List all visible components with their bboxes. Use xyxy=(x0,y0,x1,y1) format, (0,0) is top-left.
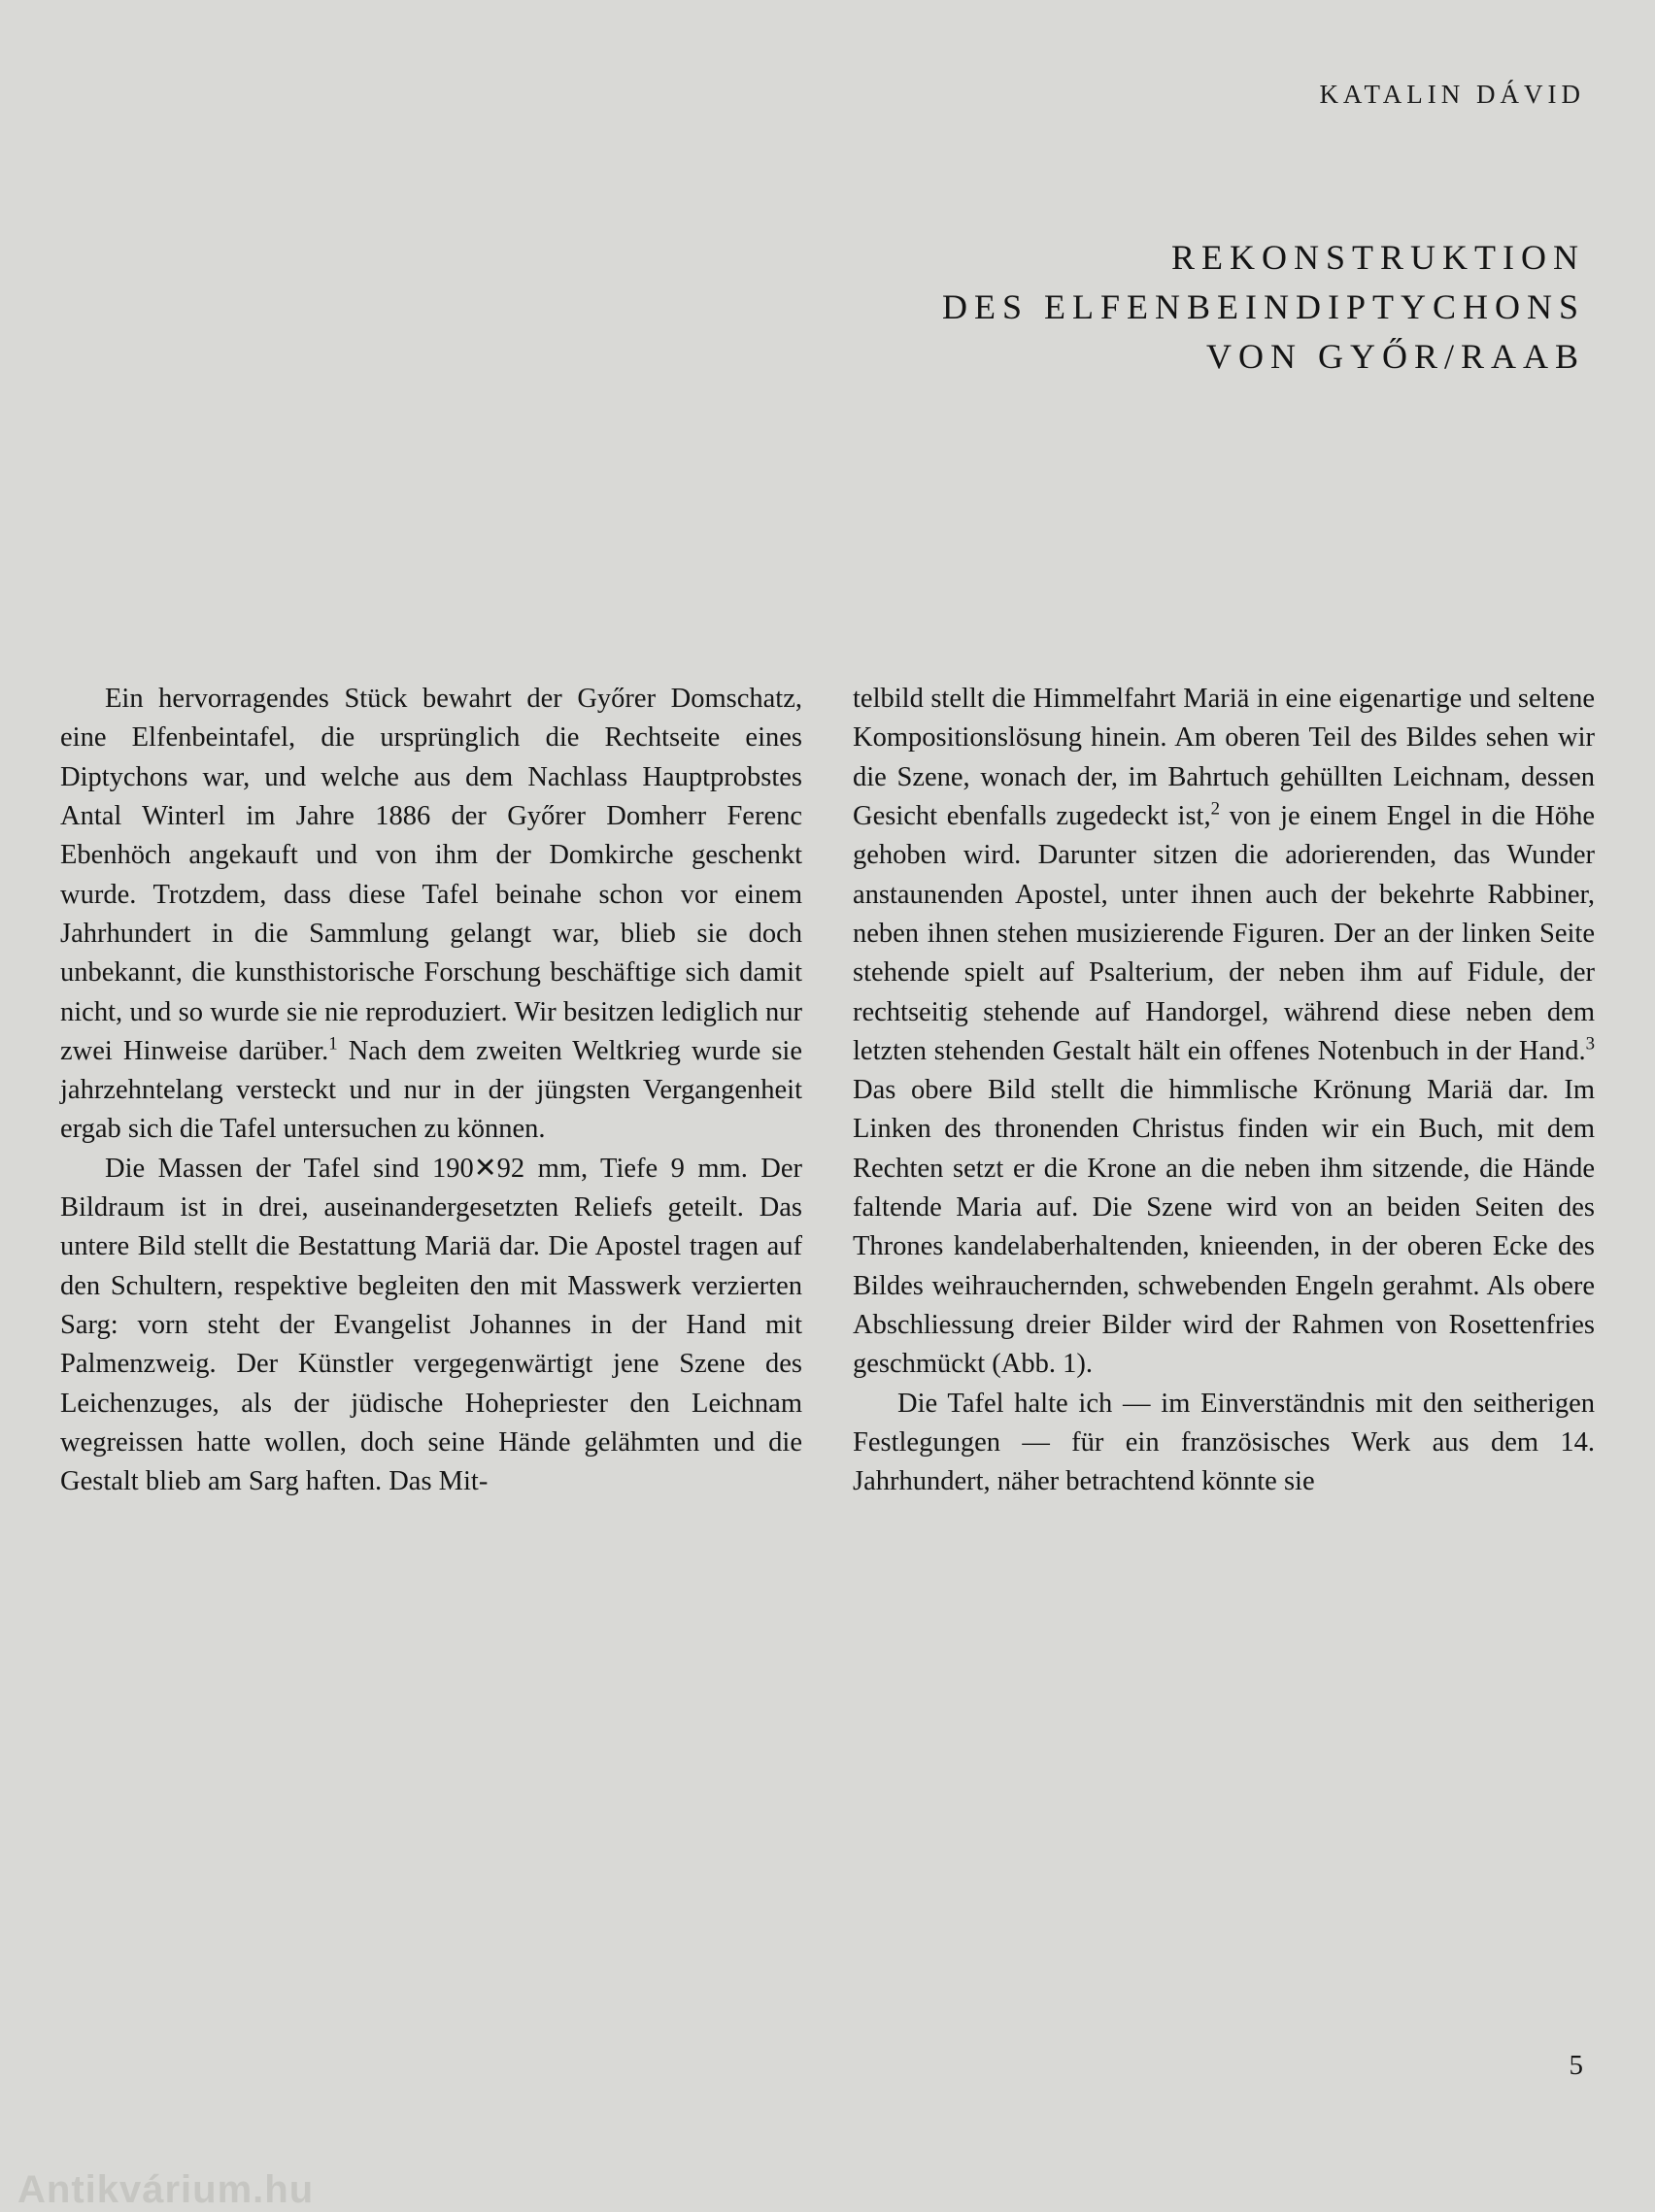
title-line-2: DES ELFENBEINDIPTYCHONS xyxy=(941,287,1585,327)
author-name: KATALIN DÁVID xyxy=(1319,80,1585,109)
paragraph: Die Tafel halte ich — im Einverständnis mit den seitherigen Festlegungen — für ein französisches Werk aus dem 14. Jahrhundert, näher betrachtend könnte sie xyxy=(853,1388,1595,1497)
paragraph-text-tail-2: Das obere Bild stellt die himmlische Krönung Mariä dar. Im Linken des thronenden Christus finden wir ein Buch, mit dem Rechten setzt er die Krone an die neben ihm sitzende, die Hände faltende Maria auf. Die Szene wird von an beiden Seiten des Thrones kandelaberhaltenden, knieenden, in der oberen Ecke des Bildes weihrauchernden, schwebenden Engeln gerahmt. Als obere Abschliessung dreier Bilder wird der Rahmen von Rosettenfries geschmückt (Abb. 1). xyxy=(853,1075,1595,1380)
paragraph-text-tail: von je einem Engel in die Höhe gehoben wird. Darunter sitzen die adorierenden, das Wunder anstaunenden Apostel, unter ihnen auch der bekehrte Rabbiner, neben ihnen stehen musizierende Figuren. Der an der linken Seite stehende spielt auf Psalterium, der neben ihm auf Fidule, der rechtseitig stehende auf Handorgel, während diese neben dem letzten stehenden Gestalt hält ein offenes Notenbuch in der Hand. xyxy=(853,800,1595,1066)
paragraph xyxy=(853,680,1595,1385)
title-line-1: REKONSTRUKTION xyxy=(1171,238,1585,277)
footnote-marker-2: 2 xyxy=(1210,798,1220,820)
page-number: 5 xyxy=(1569,2050,1583,2081)
paragraph-text: telbild stellt die Himmelfahrt Mariä in eine eigenartige und seltene Kompositionslösung hinein. Am oberen Teil des Bildes sehen wir die Szene, wonach der, im Bahrtuch gehüllten Leichnam, dessen Gesicht ebenfalls zugedeckt ist, xyxy=(853,684,1595,831)
title-line-3: VON GYŐR/RAAB xyxy=(1205,337,1585,377)
right-column xyxy=(853,680,1595,1502)
paragraph-text-tail: Nach dem zweiten Weltkrieg wurde sie jahrzehntelang versteckt und nur in der jüngsten Vergangenheit ergab sich die Tafel untersuchen zu können. xyxy=(60,1035,802,1145)
footnote-marker-1: 1 xyxy=(328,1033,338,1055)
watermark: Antikvárium.hu xyxy=(17,2168,315,2211)
paragraph-text: Ein hervorragendes Stück bewahrt der Győrer Domschatz, eine Elfenbeintafel, die ursprünglich die Rechtseite eines Diptychons war, und welche aus dem Nachlass Hauptprobstes Antal Winterl im Jahre 1886 der Győrer Domherr Ferenc Ebenhöch angekauft und von ihm der Domkirche geschenkt wurde. Trotzdem, dass diese Tafel beinahe schon vor einem Jahrhundert in die Sammlung gelangt war, blieb sie doch unbekannt, die kunsthistorische Forschung beschäftige sich damit nicht, und so wurde sie nie reproduziert. Wir besitzen lediglich nur zwei Hinweise darüber. xyxy=(60,684,802,1066)
article-title xyxy=(942,233,1585,382)
body-columns xyxy=(60,680,1595,1502)
left-column xyxy=(60,680,802,1502)
paragraph xyxy=(60,680,802,1150)
footnote-marker-3: 3 xyxy=(1585,1033,1595,1055)
paragraph: Die Massen der Tafel sind 190✕92 mm, Tiefe 9 mm. Der Bildraum ist in drei, auseinandergesetzten Reliefs geteilt. Das untere Bild stellt die Bestattung Mariä dar. Die Apostel tragen auf den Schultern, respektive begleiten den mit Masswerk verzierten Sarg: vorn steht der Evangelist Johannes in der Hand mit Palmenzweig. Der Künstler vergegenwärtigt jene Szene des Leichenzuges, als der jüdische Hohepriester den Leichnam wegreissen hatte wollen, doch seine Hände gelähmten und die Gestalt blieb am Sarg haften. Das Mit- xyxy=(60,1153,802,1497)
